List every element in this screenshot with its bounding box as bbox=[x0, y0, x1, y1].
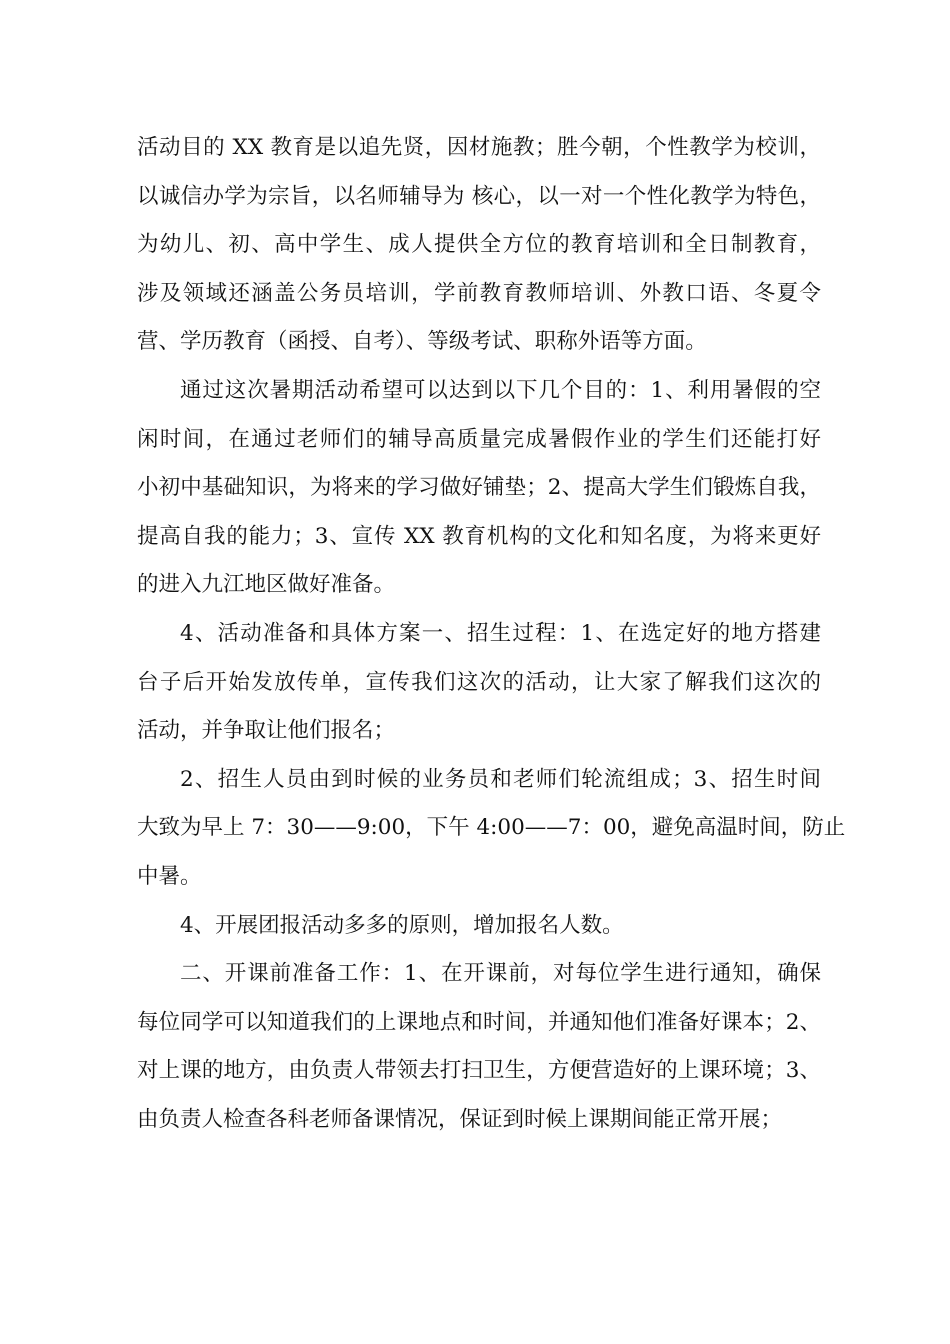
document-body bbox=[137, 124, 846, 1144]
text-line: 为幼儿、初、高中学生、成人提供全方位的教育培训和全日制教育， bbox=[137, 232, 821, 258]
paragraph-goals bbox=[137, 367, 821, 610]
text-line: 活动目的 XX 教育是以追先贤，因材施教；胜今朝，个性教学为校训， bbox=[137, 135, 821, 160]
text-line: 中暑。 bbox=[137, 863, 202, 889]
paragraph-pre-class-preparation bbox=[137, 950, 821, 1144]
text-line: 通过这次暑期活动希望可以达到以下几个目的：1、利用暑假的空 bbox=[180, 377, 821, 403]
text-line: 以诚信办学为宗旨，以名师辅导为 核心，以一对一个性化教学为特色， bbox=[137, 183, 821, 209]
text-line: 活动，并争取让他们报名； bbox=[137, 718, 396, 744]
text-line: 对上课的地方，由负责人带领去打扫卫生，方便营造好的上课环境；3、 bbox=[137, 1058, 821, 1084]
text-line: 的进入九江地区做好准备。 bbox=[137, 572, 396, 598]
text-line: 二、开课前准备工作：1、在开课前，对每位学生进行通知，确保 bbox=[180, 961, 821, 987]
paragraph-group-registration bbox=[137, 902, 821, 951]
text-line: 2、招生人员由到时候的业务员和老师们轮流组成；3、招生时间 bbox=[180, 766, 821, 792]
text-line: 提高自我的能力；3、宣传 XX 教育机构的文化和知名度，为将来更好 bbox=[137, 523, 821, 549]
text-line: 闲时间，在通过老师们的辅导高质量完成暑假作业的学生们还能打好 bbox=[137, 426, 821, 452]
text-line: 营、学历教育（函授、自考）、等级考试、职称外语等方面。 bbox=[137, 329, 707, 355]
text-line: 由负责人检查各科老师备课情况，保证到时候上课期间能正常开展； bbox=[137, 1106, 783, 1132]
paragraph-enrollment-staff bbox=[137, 756, 846, 902]
text-line: 小初中基础知识，为将来的学习做好铺垫；2、提高大学生们锻炼自我， bbox=[137, 475, 821, 501]
text-line: 大致为早上 7：30——9:00，下午 4:00——7：00，避免高温时间，防止 bbox=[137, 815, 846, 841]
text-line: 涉及领域还涵盖公务员培训，学前教育教师培训、外教口语、冬夏令 bbox=[137, 280, 821, 306]
text-line: 每位同学可以知道我们的上课地点和时间，并通知他们准备好课本；2、 bbox=[137, 1009, 821, 1035]
text-line: 台子后开始发放传单，宣传我们这次的活动，让大家了解我们这次的 bbox=[137, 669, 821, 695]
paragraph-enrollment-process bbox=[137, 610, 821, 756]
text-line: 4、活动准备和具体方案一、招生过程：1、在选定好的地方搭建 bbox=[180, 620, 821, 646]
paragraph-activity-purpose bbox=[137, 124, 821, 367]
text-line: 4、开展团报活动多多的原则，增加报名人数。 bbox=[180, 912, 624, 938]
